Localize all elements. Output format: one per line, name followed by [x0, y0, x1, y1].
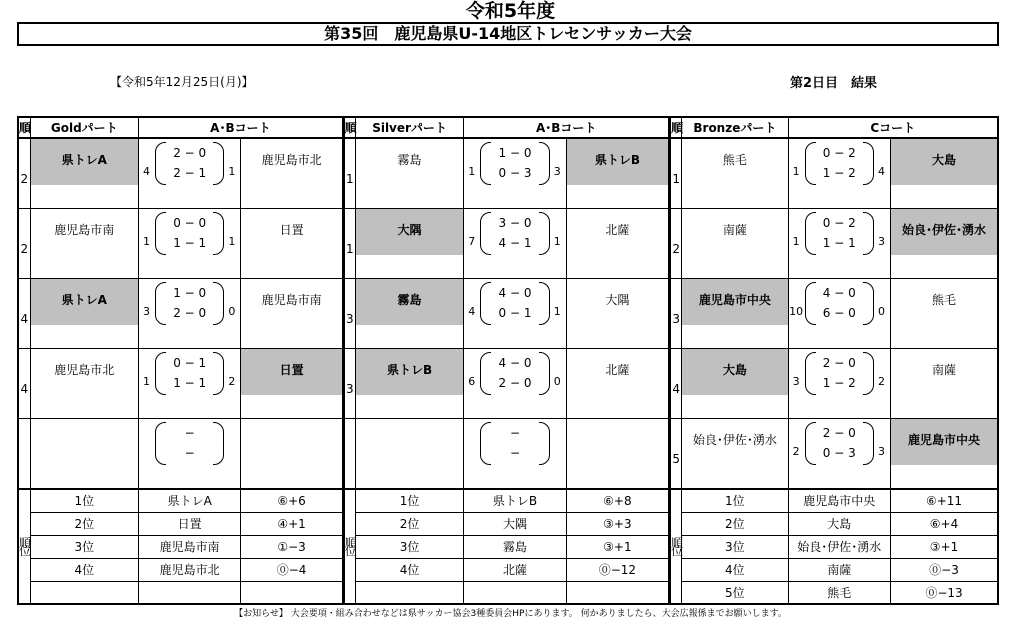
standings-row — [18, 581, 998, 604]
home-team-cell — [30, 209, 138, 279]
standing-team: 大隅 — [464, 512, 566, 535]
match-rank: 2 — [18, 209, 30, 279]
standing-points — [241, 581, 343, 604]
second-half-score: 1 − 1 — [822, 236, 856, 250]
away-team-cell — [566, 419, 669, 490]
standing-points: ⓪−4 — [241, 558, 343, 581]
away-team: 始良･伊佐･湧水 — [891, 209, 997, 255]
score-cell — [464, 279, 566, 349]
footer-notice: 【お知らせ】 大会要項・組み合わせなどは県サッカー協会3種委員会HPにあります。 何かありましたら、大会広報係までお願いします。 — [234, 609, 787, 619]
standing-team: 南薩 — [788, 558, 890, 581]
standing-points: ③+3 — [566, 512, 669, 535]
away-team-cell — [890, 419, 998, 490]
home-team-cell — [682, 419, 788, 490]
standings-row — [18, 535, 998, 558]
away-team-cell — [566, 349, 669, 419]
standing-team — [464, 581, 566, 604]
away-team: 大島 — [891, 139, 997, 185]
home-team: 鹿児島市中央 — [682, 279, 787, 325]
first-half-score: 3 − 0 — [498, 216, 532, 230]
standing-position — [355, 581, 463, 604]
match-rank: 1 — [343, 138, 355, 209]
away-team: 日置 — [279, 223, 304, 237]
match-row — [18, 279, 998, 349]
first-half-score: 0 − 0 — [173, 216, 207, 230]
standing-points: ④+1 — [241, 512, 343, 535]
standing-position: 3位 — [30, 535, 138, 558]
gold-court-header: A･Bコート — [138, 117, 343, 138]
standing-team: 鹿児島市北 — [138, 558, 240, 581]
home-team: 県トレA — [31, 139, 138, 185]
standing-team: 霧島 — [464, 535, 566, 558]
home-team: 熊毛 — [722, 153, 747, 167]
home-team-cell — [355, 419, 463, 490]
rank-mark: 順 — [18, 117, 30, 138]
away-team: 日置 — [241, 349, 341, 395]
second-half-score: 1 − 1 — [173, 236, 207, 250]
match-rank: 3 — [670, 279, 682, 349]
away-team-cell — [241, 138, 343, 209]
away-team-cell — [890, 279, 998, 349]
first-half-score: 0 − 2 — [822, 216, 856, 230]
home-total: 7 — [468, 235, 476, 248]
second-half-score: 1 − 2 — [822, 376, 856, 390]
standing-position: 2位 — [30, 512, 138, 535]
match-rank — [18, 419, 30, 490]
match-rank: 4 — [18, 349, 30, 419]
away-team: 南薩 — [931, 363, 956, 377]
match-rank: 5 — [670, 419, 682, 490]
away-team: 鹿児島市北 — [261, 153, 322, 167]
standing-points: ⑥+11 — [890, 489, 998, 512]
first-half-score: 4 − 0 — [822, 286, 856, 300]
first-half-score: 2 − 0 — [173, 146, 207, 160]
standing-team: 日置 — [138, 512, 240, 535]
away-total: 2 — [877, 375, 885, 388]
home-total: 1 — [792, 235, 800, 248]
score-cell — [464, 419, 566, 490]
away-total: 0 — [228, 305, 236, 318]
score-cell — [138, 279, 240, 349]
home-team: 県トレB — [356, 349, 463, 395]
standing-team: 鹿児島市南 — [138, 535, 240, 558]
away-team — [567, 419, 668, 465]
away-team-cell — [241, 209, 343, 279]
first-half-score: 2 − 0 — [822, 356, 856, 370]
home-team-cell — [355, 209, 463, 279]
away-total: 4 — [877, 165, 885, 178]
standing-points: ①−3 — [241, 535, 343, 558]
score-cell — [138, 349, 240, 419]
home-team: 鹿児島市南 — [54, 223, 115, 237]
away-team-cell — [241, 419, 343, 490]
score-cell — [138, 209, 240, 279]
home-team-cell — [30, 419, 138, 490]
standing-position: 1位 — [355, 489, 463, 512]
rank-mark: 順 — [670, 117, 682, 138]
home-team: 鹿児島市北 — [54, 363, 115, 377]
standing-team: 県トレB — [464, 489, 566, 512]
day-label: 第2日目 結果 — [790, 76, 878, 91]
bronze-header: Bronzeパート — [682, 117, 788, 138]
home-total: 3 — [792, 375, 800, 388]
standing-position: 2位 — [355, 512, 463, 535]
standings-label: 順位 — [18, 489, 30, 604]
second-half-score: 2 − 0 — [498, 376, 532, 390]
standing-points: ⑥+6 — [241, 489, 343, 512]
standing-position: 5位 — [682, 581, 788, 604]
away-team: 鹿児島市南 — [261, 293, 322, 307]
standing-points: ⓪−13 — [890, 581, 998, 604]
second-half-score: 0 − 3 — [498, 166, 532, 180]
standing-points: ⑥+8 — [566, 489, 669, 512]
away-total: 3 — [553, 165, 561, 178]
home-team: 始良･伊佐･湧水 — [692, 433, 777, 447]
match-rank: 1 — [343, 209, 355, 279]
away-team — [241, 419, 341, 465]
away-team-cell — [566, 138, 669, 209]
away-team-cell — [241, 349, 343, 419]
home-total: 4 — [468, 305, 476, 318]
away-team-cell — [890, 209, 998, 279]
second-half-score: 1 − 1 — [173, 376, 207, 390]
away-total: 0 — [553, 375, 561, 388]
second-half-score: 6 − 0 — [822, 306, 856, 320]
home-team-cell — [682, 349, 788, 419]
standing-points: ⓪−3 — [890, 558, 998, 581]
standing-points: ③+1 — [566, 535, 669, 558]
standings-row — [18, 489, 998, 512]
standing-points: ⓪−12 — [566, 558, 669, 581]
match-rank: 3 — [343, 349, 355, 419]
away-team: 北薩 — [605, 223, 630, 237]
home-total: 1 — [142, 235, 150, 248]
home-team-cell — [30, 349, 138, 419]
home-total: 1 — [792, 165, 800, 178]
rank-mark: 順 — [343, 117, 355, 138]
first-half-score: 0 − 1 — [173, 356, 207, 370]
second-half-score: − — [509, 446, 521, 460]
header-row — [18, 117, 998, 138]
score-cell — [138, 419, 240, 490]
match-rank: 1 — [670, 138, 682, 209]
bronze-court-header: Cコート — [788, 117, 998, 138]
match-rank: 2 — [18, 138, 30, 209]
standing-position: 3位 — [682, 535, 788, 558]
standing-position: 4位 — [355, 558, 463, 581]
away-total: 1 — [228, 235, 236, 248]
away-team-cell — [566, 209, 669, 279]
home-total: 6 — [468, 375, 476, 388]
away-team: 北薩 — [605, 363, 630, 377]
standing-team: 県トレA — [138, 489, 240, 512]
home-team — [356, 419, 463, 465]
second-half-score: − — [184, 446, 195, 460]
away-total: 2 — [228, 375, 236, 388]
standing-position: 4位 — [30, 558, 138, 581]
standing-team — [138, 581, 240, 604]
score-cell — [138, 138, 240, 209]
home-total: 1 — [142, 375, 150, 388]
away-total: 3 — [877, 235, 885, 248]
away-team: 鹿児島市中央 — [891, 419, 997, 465]
standing-position: 2位 — [682, 512, 788, 535]
score-cell — [788, 209, 890, 279]
standing-team: 大島 — [788, 512, 890, 535]
home-team-cell — [30, 279, 138, 349]
score-cell — [464, 138, 566, 209]
first-half-score: 0 − 2 — [822, 146, 856, 160]
match-date: 【令和5年12月25日(月)】 — [110, 75, 254, 89]
standings-row — [18, 512, 998, 535]
first-half-score: 2 − 0 — [822, 426, 856, 440]
standing-position: 1位 — [682, 489, 788, 512]
standing-team: 始良･伊佐･湧水 — [788, 535, 890, 558]
standing-position: 3位 — [355, 535, 463, 558]
home-team: 南薩 — [722, 223, 747, 237]
home-team-cell — [30, 138, 138, 209]
match-row — [18, 349, 998, 419]
home-total: 1 — [468, 165, 476, 178]
home-total: 10 — [789, 305, 804, 318]
first-half-score: − — [184, 426, 195, 440]
standing-points — [566, 581, 669, 604]
match-row — [18, 419, 998, 490]
score-cell — [788, 419, 890, 490]
silver-court-header: A･Bコート — [464, 117, 670, 138]
score-cell — [464, 349, 566, 419]
first-half-score: 1 − 0 — [173, 286, 207, 300]
away-total: 0 — [877, 305, 885, 318]
match-rank — [343, 419, 355, 490]
away-team-cell — [241, 279, 343, 349]
match-row — [18, 209, 998, 279]
home-team: 霧島 — [397, 153, 422, 167]
away-team-cell — [566, 279, 669, 349]
silver-header: Silverパート — [355, 117, 463, 138]
home-team: 大島 — [682, 349, 787, 395]
away-team-cell — [890, 349, 998, 419]
score-cell — [788, 138, 890, 209]
second-half-score: 2 − 1 — [173, 166, 207, 180]
standing-team: 北薩 — [464, 558, 566, 581]
second-half-score: 0 − 1 — [498, 306, 532, 320]
away-team: 熊毛 — [931, 293, 956, 307]
page-title: 令和5年度 — [465, 0, 556, 22]
away-team: 県トレB — [567, 139, 668, 185]
home-total: 4 — [142, 165, 150, 178]
away-team: 大隅 — [605, 293, 630, 307]
results-table — [17, 116, 999, 605]
home-team — [31, 419, 138, 465]
away-total: 1 — [553, 305, 561, 318]
standing-position — [30, 581, 138, 604]
first-half-score: − — [509, 426, 521, 440]
second-half-score: 1 − 2 — [822, 166, 856, 180]
first-half-score: 4 − 0 — [498, 356, 532, 370]
home-total: 2 — [792, 445, 800, 458]
match-rank: 3 — [343, 279, 355, 349]
standing-position: 1位 — [30, 489, 138, 512]
gold-header: Goldパート — [30, 117, 138, 138]
second-half-score: 2 − 0 — [173, 306, 207, 320]
standings-label: 順位 — [343, 489, 355, 604]
home-total: 3 — [142, 305, 150, 318]
standing-points: ③+1 — [890, 535, 998, 558]
second-half-score: 4 − 1 — [498, 236, 532, 250]
score-cell — [464, 209, 566, 279]
standing-position: 4位 — [682, 558, 788, 581]
match-rank: 4 — [670, 349, 682, 419]
home-team-cell — [682, 138, 788, 209]
match-row — [18, 138, 998, 209]
standing-points: ⑥+4 — [890, 512, 998, 535]
score-cell — [788, 349, 890, 419]
tournament-title: 第35回 鹿児島県U-14地区トレセンサッカー大会 — [17, 22, 999, 46]
first-half-score: 4 − 0 — [498, 286, 532, 300]
home-team-cell — [355, 349, 463, 419]
first-half-score: 1 − 0 — [498, 146, 532, 160]
home-team-cell — [355, 138, 463, 209]
standing-team: 熊毛 — [788, 581, 890, 604]
standings-row — [18, 558, 998, 581]
away-total: 1 — [553, 235, 561, 248]
home-team: 霧島 — [356, 279, 463, 325]
standing-team: 鹿児島市中央 — [788, 489, 890, 512]
standings-label: 順位 — [670, 489, 682, 604]
match-rank: 2 — [670, 209, 682, 279]
home-team: 大隅 — [356, 209, 463, 255]
home-team-cell — [355, 279, 463, 349]
home-team: 県トレA — [31, 279, 138, 325]
second-half-score: 0 − 3 — [822, 446, 856, 460]
away-team-cell — [890, 138, 998, 209]
home-team-cell — [682, 209, 788, 279]
score-cell — [788, 279, 890, 349]
away-total: 3 — [877, 445, 885, 458]
home-team-cell — [682, 279, 788, 349]
away-total: 1 — [228, 165, 236, 178]
match-rank: 4 — [18, 279, 30, 349]
